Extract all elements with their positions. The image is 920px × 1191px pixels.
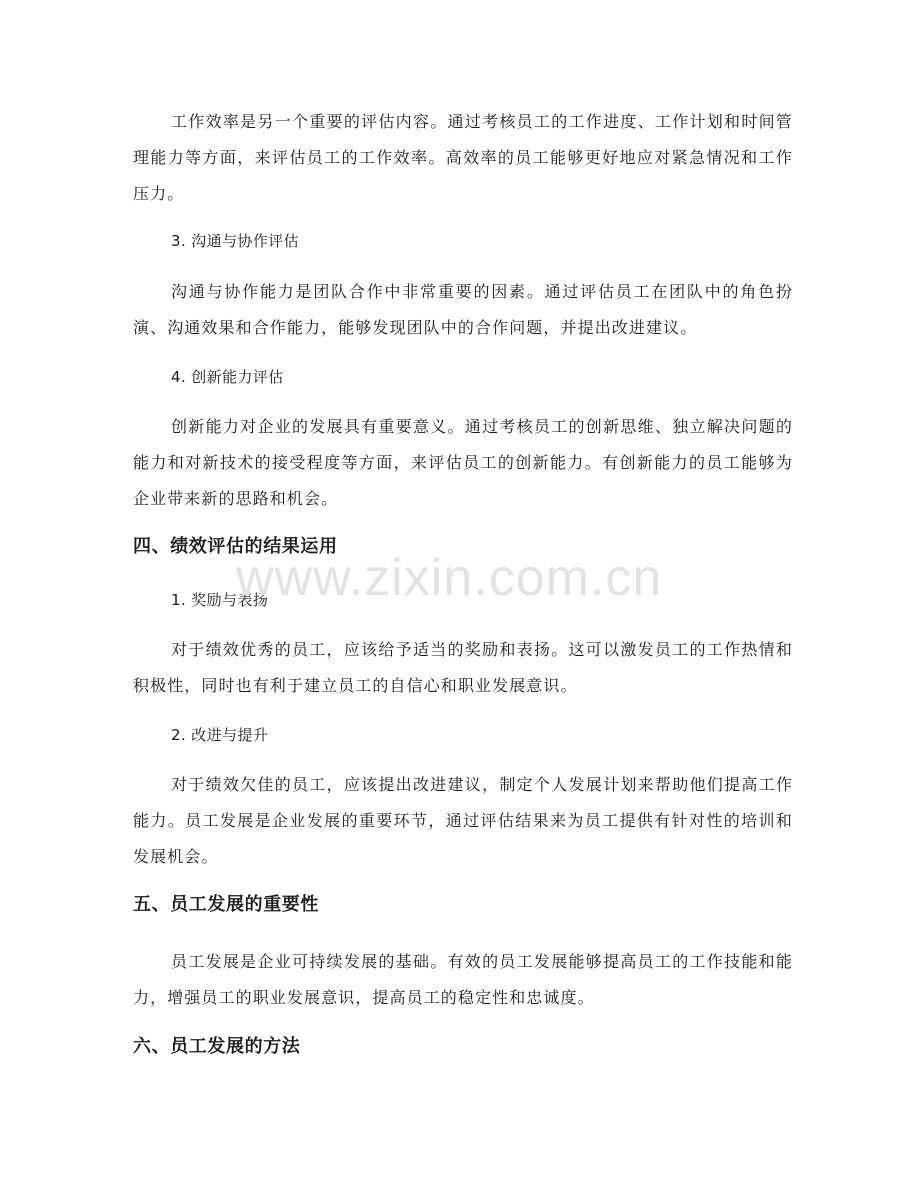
paragraph-development-importance: 员工发展是企业可持续发展的基础。有效的员工发展能够提高员工的工作技能和能力，增强员工的职业发展意识，提高员工的稳定性和忠诚度。 xyxy=(133,952,793,1007)
list-item-innovation-evaluation: 4. 创新能力评估 xyxy=(171,368,284,386)
list-item-reward: 1. 奖励与表扬 xyxy=(171,591,269,609)
paragraph-innovation: 创新能力对企业的发展具有重要意义。通过考核员工的创新思维、独立解决问题的能力和对新技术的接受程度等方面，来评估员工的创新能力。有创新能力的员工能够为企业带来新的思路和机会。 xyxy=(133,417,793,508)
heading-section-five: 五、员工发展的重要性 xyxy=(133,894,319,915)
paragraph-improvement: 对于绩效欠佳的员工，应该提出改进建议，制定个人发展计划来帮助他们提高工作能力。员工发展是企业发展的重要环节，通过评估结果来为员工提供有针对性的培训和发展机会。 xyxy=(133,775,793,866)
paragraph-reward: 对于绩效优秀的员工，应该给予适当的奖励和表扬。这可以激发员工的工作热情和积极性，同时也有利于建立员工的自信心和职业发展意识。 xyxy=(133,640,793,695)
paragraph-communication: 沟通与协作能力是团队合作中非常重要的因素。通过评估员工在团队中的角色扮演、沟通效果和合作能力，能够发现团队中的合作问题，并提出改进建议。 xyxy=(133,282,793,337)
heading-section-four: 四、绩效评估的结果运用 xyxy=(133,536,338,557)
paragraph-work-efficiency: 工作效率是另一个重要的评估内容。通过考核员工的工作进度、工作计划和时间管理能力等方面，来评估员工的工作效率。高效率的员工能够更好地应对紧急情况和工作压力。 xyxy=(133,112,793,203)
list-item-improvement: 2. 改进与提升 xyxy=(171,726,269,744)
watermark: www.zixin.com.cn xyxy=(236,549,663,607)
heading-section-six: 六、员工发展的方法 xyxy=(133,1036,301,1057)
list-item-communication-evaluation: 3. 沟通与协作评估 xyxy=(171,232,300,250)
